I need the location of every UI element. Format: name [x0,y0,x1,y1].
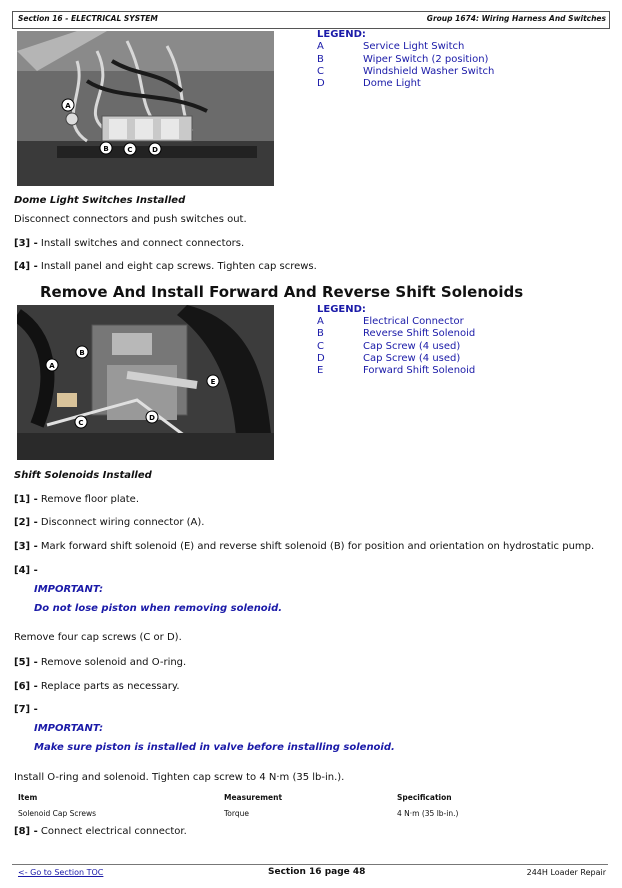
page-number: Section 16 page 48 [268,867,366,877]
important-label: IMPORTANT: [34,723,104,734]
step-8: [8] - Connect electrical connector. [14,826,187,837]
section-title: Section 16 - ELECTRICAL SYSTEM [18,14,158,23]
svg-text:B: B [103,145,109,153]
svg-text:B: B [79,349,85,357]
step-4: [4] - [14,565,38,576]
legend-item: B Reverse Shift Solenoid [317,328,476,339]
legend-item: A Electrical Connector [317,316,464,327]
svg-text:D: D [152,146,158,154]
figure-caption: Shift Solenoids Installed [14,470,152,481]
important-note: Make sure piston is installed in valve before installing solenoid. [34,742,395,753]
figure-caption: Dome Light Switches Installed [14,195,186,206]
shift-solenoids-photo [17,305,274,460]
table-header-measurement: Measurement [224,793,283,802]
svg-text:C: C [78,419,84,427]
legend-item: D Cap Screw (4 used) [317,353,461,364]
legend-title: LEGEND: [317,29,366,40]
step-6: [6] - Replace parts as necessary. [14,681,180,692]
group-title: Group 1674: Wiring Harness And Switches [426,14,606,23]
product-name: 244H Loader Repair [526,868,606,877]
svg-text:C: C [127,146,133,154]
step-3: [3] - Mark forward shift solenoid (E) and reverse shift solenoid (B) for position and orientation on hydrostatic pump. [14,541,595,552]
legend-item: E Forward Shift Solenoid [317,365,476,376]
table-cell: Solenoid Cap Screws [18,809,97,818]
instruction-text: Install O-ring and solenoid. Tighten cap screw to 4 N·m (35 lb-in.). [14,772,345,783]
legend-item: D Dome Light [317,78,421,89]
step-7: [7] - [14,704,38,715]
svg-text:A: A [65,102,71,110]
important-note: Do not lose piston when removing solenoid. [34,603,283,614]
toc-link[interactable]: <- Go to Section TOC [18,868,104,877]
footer-divider [12,864,608,865]
legend-item: B Wiper Switch (2 position) [317,54,489,65]
step-3: [3] - Install switches and connect connectors. [14,238,245,249]
important-label: IMPORTANT: [34,584,104,595]
step-2: [2] - Disconnect wiring connector (A). [14,517,205,528]
instruction-text: Disconnect connectors and push switches out. [14,214,247,225]
svg-text:E: E [210,378,216,386]
instruction-text: Remove four cap screws (C or D). [14,632,182,643]
section-heading: Remove And Install Forward And Reverse Shift Solenoids [40,283,524,301]
step-4: [4] - Install panel and eight cap screws. Tighten cap screws. [14,261,317,272]
legend-item: A Service Light Switch [317,41,465,52]
svg-text:A: A [49,362,55,370]
step-5: [5] - Remove solenoid and O-ring. [14,657,187,668]
step-1: [1] - Remove floor plate. [14,494,140,505]
svg-text:D: D [149,414,155,422]
table-cell: Torque [224,809,249,818]
table-header-specification: Specification [397,793,452,802]
table-header-item: Item [18,793,38,802]
legend-item: C Cap Screw (4 used) [317,341,461,352]
table-cell: 4 N·m (35 lb-in.) [397,809,459,818]
legend-item: C Windshield Washer Switch [317,66,495,77]
legend-title: LEGEND: [317,304,366,315]
dome-light-switches-photo [17,31,274,186]
